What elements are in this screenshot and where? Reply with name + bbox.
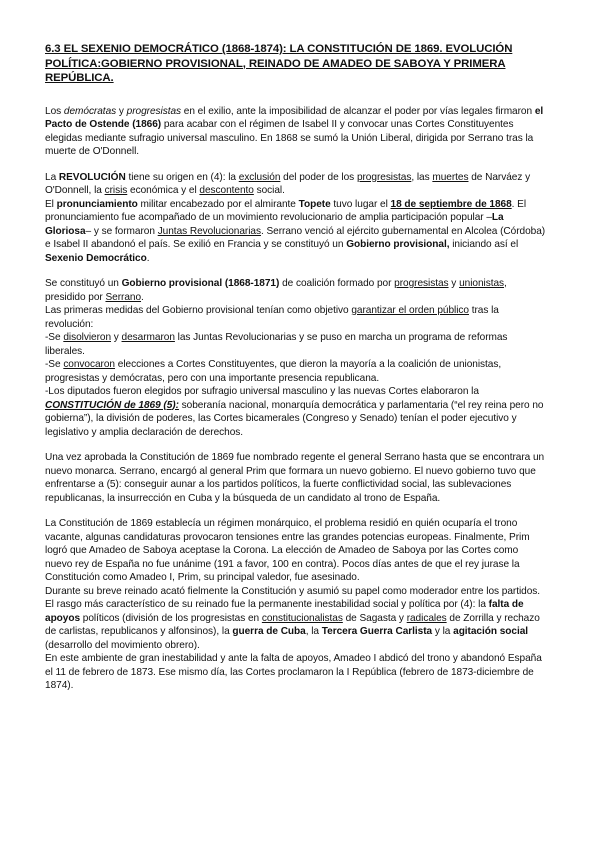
text-run-bold: La Gloriosa [45,212,504,237]
text-run-underline: progresistas [356,171,412,183]
text-run-underline: crisis [104,185,128,196]
text-run: (desarrollo del movimiento obrero). [45,639,200,651]
text-run: – y se formaron [85,225,158,237]
text-run-underline: exclusión [238,171,281,183]
text-run-underline: descontento [199,185,254,196]
text-run-italic: progresistas [126,105,182,117]
text-run-underline: progresistas [394,278,449,289]
text-run: Los [45,105,64,117]
text-run: y [448,278,460,289]
text-run: y [116,105,127,117]
text-run: las Juntas Revolucionarias y se puso en marcha un programa de reformas liberales. [45,332,508,357]
paragraph-abdicacion: En este ambiente de gran inestabilidad y ante la falta de apoyos, Amadeo I abdicó del trono y abandonó España el 11 de febrero de 1873. Ese mismo día, las Cortes proclamaron la I República (febrero de 1873-diciembre de 1874). [45,653,542,691]
text-run-underline: Juntas Revolucionarias [157,225,261,237]
text-run: políticos (división de los progresistas en [80,612,262,624]
text-run-underline: unionistas [459,278,505,289]
text-run: , presidido por [45,278,507,303]
text-run: en el exilio, ante la imposibilidad de alcanzar el poder por vías legales firmaron [181,105,535,117]
text-run: Se constituyó un [45,278,122,289]
list-item-juntas [45,331,548,358]
text-run-bold: falta de apoyos [45,599,524,624]
text-run: tiene su origen en (4): la [125,171,239,183]
text-run-underline: disolvieron [63,332,112,343]
text-run: soberanía nacional, monarquía democrática y parlamentaria (“el rey reina pero no gobierna”), la división de poderes, las Cortes bicamerales (Congreso y Senado) tenían el poder ejecutivo y legislativo y amplia declaración de derechos. [45,399,544,438]
text-run: de Narváez y O'Donnell, la [45,171,531,196]
text-run: económica y el [127,185,200,196]
text-run: para acabar con el régimen de Isabel II y convocar unas Cortes Constituyentes elegidas mediante sufragio universal masculino. En 1868 se sumó la Unión Liberal, dirigida por Serrano tras la muerte de O'Donnell. [45,119,534,157]
text-run: de Sagasta y [342,612,407,624]
paragraph-gobierno-provisional [45,277,548,304]
text-run: , la [305,626,322,637]
text-run: tras la revolución: [45,305,499,330]
text-run: , las [411,171,433,183]
text-run-italic: demócratas [63,105,117,117]
text-run: El [45,198,57,210]
text-run-bold: agitación social [453,626,529,637]
text-run: . El pronunciamiento fue acompañado de un movimiento revolucionario de amplia participación popular – [45,198,527,223]
list-item-constitucion [45,385,548,439]
text-run-underline: constitucionalistas [261,612,343,624]
text-run: de coalición formado por [279,278,395,289]
text-run: . [146,252,150,264]
text-run: -Los diputados fueron elegidos por sufragio universal masculino y las nuevas Cortes elaboraron la [45,386,479,397]
text-run-underline: Serrano [105,291,142,303]
paragraph-primeras-medidas [45,304,548,331]
paragraph-amadeo-eleccion: La Constitución de 1869 establecía un régimen monárquico, el problema residió en quién ocuparía el trono vacante, algunas candidaturas provocaron tensiones entre las grandes potencias europeas. Finalmente, Prim logró que Amadeo de Saboya aceptase la Corona. La elección de Amadeo de Saboya por las Cortes como nuevo rey de España no fue unánime (191 a favor, 100 en contra). Pocos días antes de que el rey jurase la Constitución como Amadeo I, Prim, su principal valedor, fue asesinado. [45,518,530,583]
text-run: y [111,332,122,343]
paragraph-reinado-amadeo [45,585,548,653]
text-run: Las primeras medidas del Gobierno provisional tenían como objetivo [45,305,352,316]
text-run-bold: Tercera Guerra Carlista [321,626,433,637]
text-run-bold: REVOLUCIÓN [58,171,126,183]
text-run: tuvo lugar el [330,198,391,210]
text-run-bold: Topete [298,198,331,210]
text-run: social. [253,185,285,196]
list-item-elecciones [45,358,548,385]
paragraph-regencia-serrano: Una vez aprobada la Constitución de 1869 fue nombrado regente el general Serrano hasta que se encontrara un nuevo monarca. Serrano, encargó al general Prim que formara un nuevo gobierno. El nuevo gobierno tuvo que enfrentarse a (5): conseguir aunar a los partidos políticos, la fuerte conflictividad social, las sublevaciones republicanas, la insurrección en Cuba y la búsqueda de un candidato al trono de España. [45,452,545,504]
text-run-bold: Sexenio Democrático [45,252,147,264]
text-run: . Serrano venció al ejército gubernamental en Alcolea (Córdoba) e Isabel II abandonó el país. Se exilió en Francia y se constituyó un [45,225,546,250]
paragraph-revolucion-origen [45,171,548,198]
text-run: -Se [45,332,64,343]
text-run-bold-italic-underline: CONSTITUCIÓN de 1869 (5): [45,399,179,411]
text-run: La [45,171,59,183]
text-run-underline: desarmaron [121,332,175,343]
text-run-underline: radicales [406,612,447,624]
text-run: . [141,291,144,303]
text-run-bold: pronunciamiento [56,198,138,210]
text-run: y la [432,626,454,637]
paragraph-pronunciamiento [45,198,548,266]
text-run-bold: el Pacto de Ostende (1866) [45,105,544,130]
text-run-underline: muertes [432,171,469,183]
text-run-bold: Gobierno provisional, [346,239,450,250]
text-run-underline: garantizar el orden público [351,305,469,316]
text-run: Durante su breve reinado acató fielmente la Constitución y asumió su papel como moderador entre los partidos. El rasgo más característico de su reinado fue la permanente inestabilidad social y política por (4): la [45,585,541,610]
text-run-bold: guerra de Cuba [232,626,306,637]
text-run: militar encabezado por el almirante [137,198,299,210]
document-title: 6.3 EL SEXENIO DEMOCRÁTICO (1868-1874): LA CONSTITUCIÓN DE 1869. EVOLUCIÓN POLÍTICA:GOBIERNO PROVISIONAL, REINADO DE AMADEO DE SABOYA Y PRIMERA REPÚBLICA. [45,43,513,84]
paragraph-pacto-ostende [45,105,548,159]
text-run: elecciones a Cortes Constituyentes, que dieron la mayoría a la coalición de unionistas, progresistas y demócratas, pero con una importante presencia republicana. [45,359,502,384]
text-run: -Se [45,359,64,370]
text-run: del poder de los [280,171,357,183]
text-run-bold-underline: 18 de septiembre de 1868 [390,198,512,210]
text-run: iniciando así el [449,239,519,250]
text-run-bold: Gobierno provisional (1868-1871) [121,278,280,289]
text-run-underline: convocaron [63,359,115,370]
text-run: de Zorrilla y rechazo de carlistas, republicanos y alfonsinos), la [45,612,540,637]
